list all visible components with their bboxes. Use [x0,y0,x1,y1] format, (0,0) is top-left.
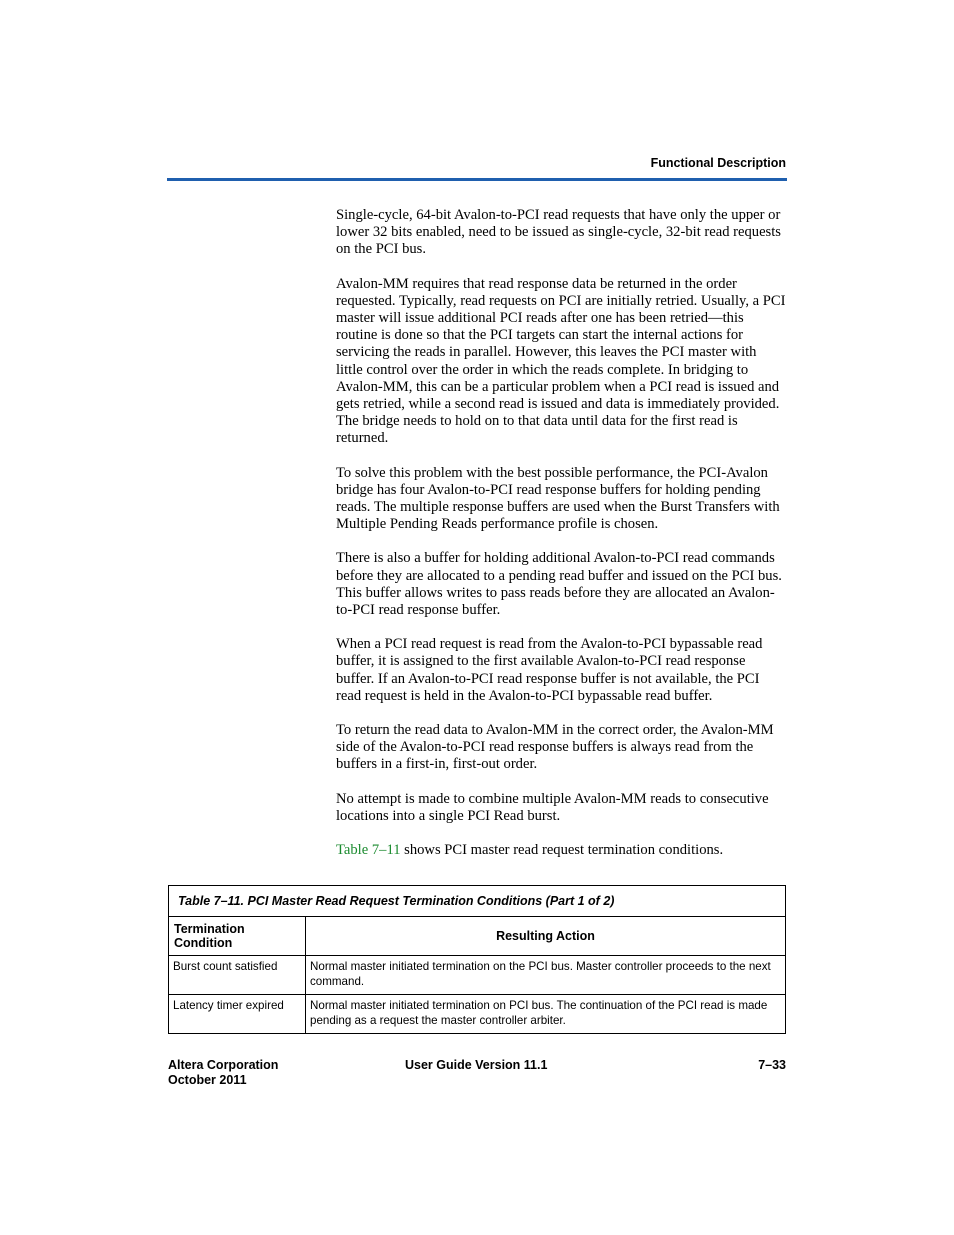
footer-date: October 2011 [168,1073,247,1087]
paragraph-6: To return the read data to Avalon-MM in the correct order, the Avalon-MM side of the Avalon-to-PCI read response buffers is always read from the buffers in a first-in, first-out order. [336,722,774,773]
table-cell-action: Normal master initiated termination on the PCI bus. Master controller proceeds to the next command. [306,956,786,995]
paragraph-7: No attempt is made to combine multiple Avalon-MM reads to consecutive locations into a single PCI Read burst. [336,790,769,824]
table-cell-condition: Latency timer expired [169,995,306,1034]
table-cell-condition: Burst count satisfied [169,956,306,995]
running-header-title: Functional Description [650,156,786,170]
footer-company: Altera Corporation [168,1058,279,1072]
paragraph-3: To solve this problem with the best possible performance, the PCI-Avalon bridge has four Avalon-to-PCI read response buffers for holding pending reads. The multiple response buffers are used when the Burst Transfers with Multiple Pending Reads performance profile is chosen. [336,464,780,533]
header-rule [167,178,787,181]
paragraph-5: When a PCI read request is read from the Avalon-to-PCI bypassable read buffer, it is assigned to the first available Avalon-to-PCI read response buffer. If an Avalon-to-PCI read response buffer is not available, the PCI read request is held in the Avalon-to-PCI bypassable read buffer. [336,636,763,704]
termination-conditions-table-wrap [168,885,786,1034]
table-reference-text: shows PCI master read request termination conditions. [400,842,724,859]
column-header-resulting-action: Resulting Action [306,917,786,956]
table-cell-action: Normal master initiated termination on PCI bus. The continuation of the PCI read is made pending as a request the master controller arbiter. [306,995,786,1034]
body-text [336,207,786,876]
table-row [169,995,786,1034]
table-row [169,956,786,995]
paragraph-2: Avalon-MM requires that read response data be returned in the order requested. Typically, read requests on PCI are initially retried. Usually, a PCI master will issue additional PCI reads after one has been retried—this routine is done so that the PCI targets can start the internal actions for servicing the reads in parallel. However, this leaves the PCI master with little control over the order in which the reads complete. In bridging to Avalon-MM, this can be a particular problem when a PCI read is issued and gets retried, while a second read is issued and data is immediately provided. The bridge needs to hold on to that data until data for the first read is returned. [336,275,786,447]
footer-page-number: 7–33 [758,1058,786,1072]
footer-left [168,1058,278,1088]
paragraph-1: Single-cycle, 64-bit Avalon-to-PCI read requests that have only the upper or lower 32 bits enabled, need to be issued as single-cycle, 32-bit read requests on the PCI bus. [336,207,781,258]
table-7-11-link[interactable]: Table 7–11 [336,842,401,859]
table-reference-paragraph [336,842,786,859]
paragraph-4: There is also a buffer for holding additional Avalon-to-PCI read commands before they are allocated to a pending read buffer and issued on the PCI bus. This buffer allows writes to pass reads before they are allocated an Avalon-to-PCI read response buffer. [336,550,782,619]
footer-guide-version: User Guide Version 11.1 [405,1058,548,1072]
column-header-termination-condition: Termination Condition [169,917,306,956]
termination-conditions-table [168,885,786,1034]
table-caption: Table 7–11. PCI Master Read Request Termination Conditions (Part 1 of 2) [169,886,786,917]
